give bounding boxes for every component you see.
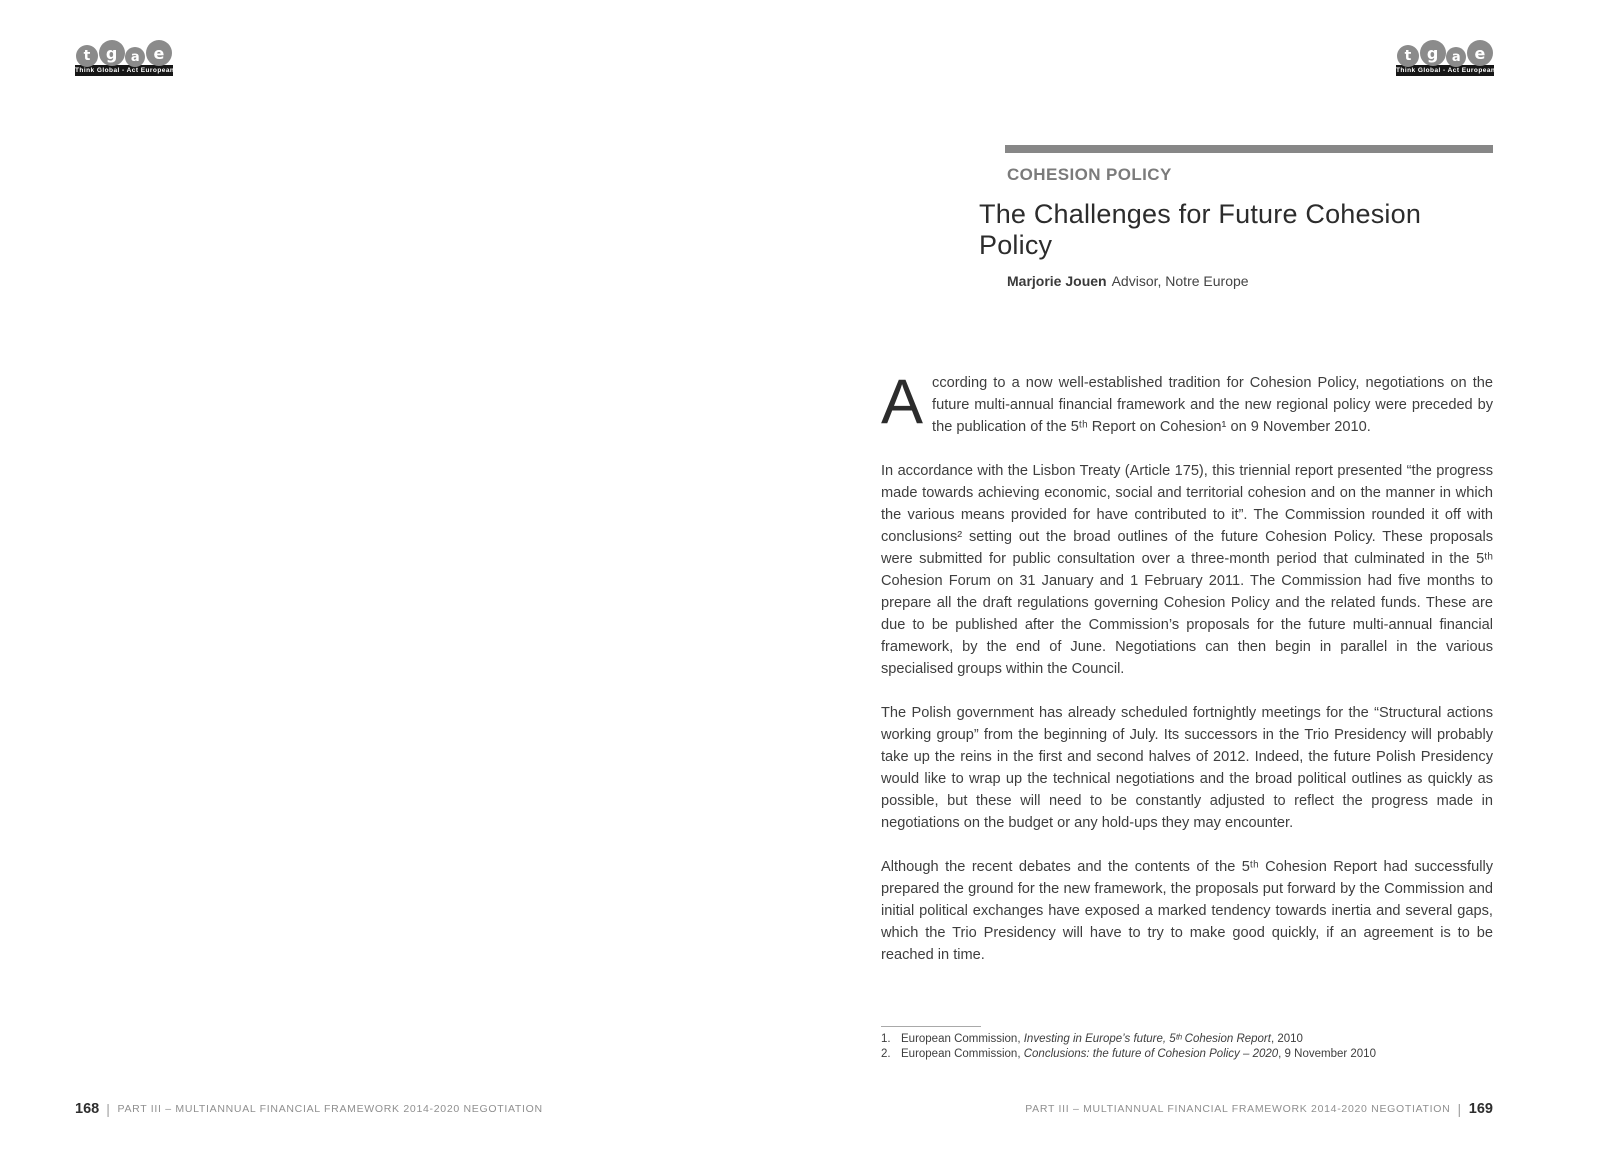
footer-right xyxy=(1025,1101,1493,1117)
tgae-logo-left xyxy=(75,40,173,76)
page-number-right: 169 xyxy=(1468,1101,1493,1117)
footnote-number: 1. xyxy=(881,1033,891,1045)
logo-letter-circle: a xyxy=(125,47,145,67)
footer-divider: | xyxy=(1457,1101,1462,1117)
page-number-left: 168 xyxy=(75,1101,100,1117)
footer-divider: | xyxy=(106,1101,111,1117)
body-paragraph: In accordance with the Lisbon Treaty (Article 175), this triennial report presented “the progress made towards achieving economic, social and territorial cohesion and on the manner in which the various means provided for have contributed to it”. The Commission rounded it off with conclusions² setting out the broad outlines of the future Cohesion Policy. These proposals were submitted for public consultation over a three-month period that culminated in the 5ᵗʰ Cohesion Forum on 31 January and 1 February 2011. The Commission had five months to prepare all the draft regulations governing Cohesion Policy and the related funds. These are due to be published after the Commission’s proposals for the future multi-annual financial framework, by the end of June. Negotiations can then begin in parallel in the various specialised groups within the Council. xyxy=(881,463,1493,677)
logo-letter-circle: t xyxy=(76,45,98,67)
footer-text-right: PART III – MULTIANNUAL FINANCIAL FRAMEWORK 2014-2020 NEGOTIATION xyxy=(1025,1103,1451,1115)
section-kicker: COHESION POLICY xyxy=(1007,165,1172,184)
footnote-number: 2. xyxy=(881,1048,891,1060)
body-paragraph: The Polish government has already scheduled fortnightly meetings for the “Structural actions working group” from the beginning of July. Its successors in the Trio Presidency will probably take up the reins in the first and second halves of 2012. Indeed, the future Polish Presidency would like to wrap up the technical negotiations and the broad political outlines as quickly as possible, but these will need to be constantly adjusted to reflect the progress made in negotiations on the budget or any hold-ups they may encounter. xyxy=(881,705,1493,831)
author-role: Advisor, Notre Europe xyxy=(1111,273,1249,289)
logo-letter-circle: e xyxy=(146,40,172,66)
footnote-reference-title: Investing in Europe’s future, 5ᵗʰ Cohesion Report xyxy=(1023,1033,1271,1045)
footnote-text xyxy=(901,1047,1376,1062)
logo-letters xyxy=(75,40,173,67)
logo-tagline: Think Global - Act European xyxy=(1396,67,1496,74)
logo-letter-circle: g xyxy=(99,40,125,66)
footnote-text xyxy=(901,1032,1303,1047)
footer-left xyxy=(75,1101,543,1117)
footer-text-left: PART III – MULTIANNUAL FINANCIAL FRAMEWORK 2014-2020 NEGOTIATION xyxy=(117,1103,543,1115)
footnote-prefix: European Commission, xyxy=(901,1033,1024,1045)
paragraph-text: ccording to a now well-established tradition for Cohesion Policy, negotiations on the future multi-annual financial framework and the new regional policy were preceded by the publication of the 5ᵗʰ Report on Cohesion¹ on 9 November 2010. xyxy=(932,375,1493,435)
footnotes xyxy=(881,1026,1493,1062)
footnote xyxy=(881,1047,1493,1062)
logo-letters xyxy=(1396,40,1494,67)
drop-cap: A xyxy=(881,367,924,437)
footnote-prefix: European Commission, xyxy=(901,1048,1024,1060)
footnote-reference-title: Conclusions: the future of Cohesion Policy – 2020 xyxy=(1023,1048,1279,1060)
body-paragraph: Although the recent debates and the contents of the 5ᵗʰ Cohesion Report had successfully prepared the ground for the new framework, the proposals put forward by the Commission and initial political exchanges have exposed a marked tendency towards inertia and several gaps, which the Trio Presidency will have to try to make good quickly, if an agreement is to be reached in time. xyxy=(881,859,1493,963)
logo-letter-circle: g xyxy=(1420,40,1446,66)
section-accent-bar xyxy=(1005,145,1493,153)
logo-letter-circle: t xyxy=(1397,45,1419,67)
article-title: The Challenges for Future Cohesion Policy xyxy=(979,199,1422,260)
logo-tagline: Think Global - Act European xyxy=(75,67,175,74)
footnote-rule xyxy=(881,1026,981,1027)
footnote xyxy=(881,1032,1493,1047)
footnote-suffix: , 9 November 2010 xyxy=(1278,1048,1376,1060)
logo-letter-circle: e xyxy=(1467,40,1493,66)
byline xyxy=(1007,273,1493,289)
tgae-logo-right xyxy=(1396,40,1494,76)
logo-letter-circle: a xyxy=(1446,47,1466,67)
footnote-suffix: , 2010 xyxy=(1270,1033,1303,1045)
author-name: Marjorie Jouen xyxy=(1007,273,1107,289)
body-paragraph xyxy=(881,367,1493,438)
article-header xyxy=(979,145,1493,289)
article-body xyxy=(881,367,1493,988)
